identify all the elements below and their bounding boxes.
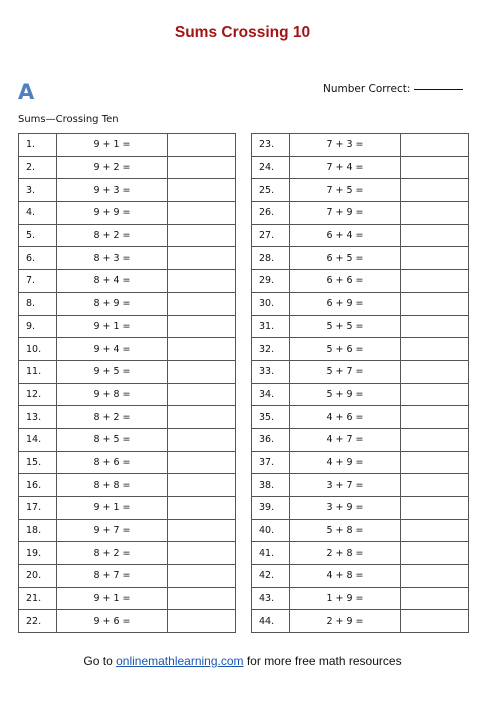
problem-row bbox=[19, 565, 236, 588]
answer-cell[interactable] bbox=[168, 610, 236, 633]
problem-number: 25. bbox=[252, 179, 290, 202]
problem-expression: 3 + 9 = bbox=[290, 497, 401, 520]
problem-expression: 7 + 9 = bbox=[290, 202, 401, 225]
problem-row bbox=[252, 519, 469, 542]
problem-number: 29. bbox=[252, 270, 290, 293]
problem-expression: 9 + 4 = bbox=[57, 338, 168, 361]
problem-number: 39. bbox=[252, 497, 290, 520]
answer-cell[interactable] bbox=[168, 542, 236, 565]
problem-row bbox=[252, 587, 469, 610]
footer bbox=[0, 654, 485, 668]
problem-expression: 8 + 4 = bbox=[57, 270, 168, 293]
answer-cell[interactable] bbox=[401, 383, 469, 406]
problem-number: 43. bbox=[252, 587, 290, 610]
problem-row bbox=[252, 156, 469, 179]
answer-cell[interactable] bbox=[401, 134, 469, 157]
problem-expression: 5 + 5 = bbox=[290, 315, 401, 338]
problem-number: 28. bbox=[252, 247, 290, 270]
answer-cell[interactable] bbox=[401, 474, 469, 497]
problem-row bbox=[19, 134, 236, 157]
problem-expression: 5 + 9 = bbox=[290, 383, 401, 406]
answer-cell[interactable] bbox=[168, 179, 236, 202]
problem-number: 37. bbox=[252, 451, 290, 474]
problem-number: 32. bbox=[252, 338, 290, 361]
problem-expression: 9 + 1 = bbox=[57, 315, 168, 338]
problem-expression: 7 + 3 = bbox=[290, 134, 401, 157]
problem-number: 33. bbox=[252, 360, 290, 383]
answer-cell[interactable] bbox=[168, 134, 236, 157]
problem-expression: 6 + 4 = bbox=[290, 224, 401, 247]
problem-number: 27. bbox=[252, 224, 290, 247]
problem-row bbox=[252, 610, 469, 633]
answer-cell[interactable] bbox=[401, 497, 469, 520]
problem-number: 23. bbox=[252, 134, 290, 157]
answer-cell[interactable] bbox=[401, 179, 469, 202]
problem-row bbox=[252, 451, 469, 474]
problem-expression: 9 + 2 = bbox=[57, 156, 168, 179]
answer-cell[interactable] bbox=[168, 315, 236, 338]
answer-cell[interactable] bbox=[401, 338, 469, 361]
problem-number: 16. bbox=[19, 474, 57, 497]
problem-expression: 9 + 3 = bbox=[57, 179, 168, 202]
problem-number: 34. bbox=[252, 383, 290, 406]
answer-cell[interactable] bbox=[168, 156, 236, 179]
problem-number: 15. bbox=[19, 451, 57, 474]
problem-number: 22. bbox=[19, 610, 57, 633]
problem-table-right bbox=[251, 133, 469, 633]
problem-expression: 5 + 7 = bbox=[290, 360, 401, 383]
answer-cell[interactable] bbox=[401, 270, 469, 293]
problem-expression: 1 + 9 = bbox=[290, 587, 401, 610]
problem-expression: 8 + 3 = bbox=[57, 247, 168, 270]
problem-expression: 9 + 1 = bbox=[57, 134, 168, 157]
answer-cell[interactable] bbox=[401, 292, 469, 315]
problem-number: 42. bbox=[252, 565, 290, 588]
problem-row bbox=[252, 134, 469, 157]
problem-row bbox=[19, 610, 236, 633]
problem-row bbox=[252, 338, 469, 361]
footer-prefix: Go to bbox=[83, 654, 117, 668]
problem-expression: 3 + 7 = bbox=[290, 474, 401, 497]
problem-expression: 9 + 9 = bbox=[57, 202, 168, 225]
answer-cell[interactable] bbox=[168, 383, 236, 406]
problem-expression: 9 + 8 = bbox=[57, 383, 168, 406]
problem-number: 36. bbox=[252, 428, 290, 451]
answer-cell[interactable] bbox=[401, 224, 469, 247]
problem-expression: 8 + 2 = bbox=[57, 406, 168, 429]
answer-cell[interactable] bbox=[401, 542, 469, 565]
problem-expression: 6 + 5 = bbox=[290, 247, 401, 270]
problem-number: 8. bbox=[19, 292, 57, 315]
problem-row bbox=[19, 519, 236, 542]
answer-cell[interactable] bbox=[168, 406, 236, 429]
problem-expression: 8 + 9 = bbox=[57, 292, 168, 315]
answer-cell[interactable] bbox=[168, 519, 236, 542]
problem-number: 5. bbox=[19, 224, 57, 247]
problem-row bbox=[19, 451, 236, 474]
problem-expression: 7 + 5 = bbox=[290, 179, 401, 202]
problem-row bbox=[19, 542, 236, 565]
problem-number: 11. bbox=[19, 360, 57, 383]
answer-cell[interactable] bbox=[168, 247, 236, 270]
problem-row bbox=[252, 179, 469, 202]
problem-expression: 4 + 6 = bbox=[290, 406, 401, 429]
problem-expression: 4 + 8 = bbox=[290, 565, 401, 588]
problem-number: 40. bbox=[252, 519, 290, 542]
answer-cell[interactable] bbox=[168, 497, 236, 520]
problem-row bbox=[252, 474, 469, 497]
problem-number: 14. bbox=[19, 428, 57, 451]
problem-expression: 6 + 6 = bbox=[290, 270, 401, 293]
problem-expression: 9 + 6 = bbox=[57, 610, 168, 633]
answer-cell[interactable] bbox=[401, 587, 469, 610]
answer-cell[interactable] bbox=[168, 451, 236, 474]
problem-expression: 9 + 5 = bbox=[57, 360, 168, 383]
problem-row bbox=[19, 179, 236, 202]
problem-expression: 7 + 4 = bbox=[290, 156, 401, 179]
problem-row bbox=[252, 270, 469, 293]
problem-expression: 9 + 1 = bbox=[57, 497, 168, 520]
problem-number: 12. bbox=[19, 383, 57, 406]
answer-cell[interactable] bbox=[168, 474, 236, 497]
footer-link[interactable]: onlinemathlearning.com bbox=[116, 654, 244, 668]
problem-number: 3. bbox=[19, 179, 57, 202]
problem-row bbox=[252, 292, 469, 315]
problem-expression: 5 + 6 = bbox=[290, 338, 401, 361]
problem-row bbox=[19, 428, 236, 451]
problem-number: 1. bbox=[19, 134, 57, 157]
problem-number: 4. bbox=[19, 202, 57, 225]
problem-row bbox=[252, 542, 469, 565]
problem-expression: 2 + 9 = bbox=[290, 610, 401, 633]
problem-expression: 8 + 5 = bbox=[57, 428, 168, 451]
problem-number: 17. bbox=[19, 497, 57, 520]
answer-cell[interactable] bbox=[401, 156, 469, 179]
problem-expression: 4 + 7 = bbox=[290, 428, 401, 451]
answer-cell[interactable] bbox=[168, 224, 236, 247]
problem-row bbox=[19, 292, 236, 315]
problem-expression: 8 + 2 = bbox=[57, 542, 168, 565]
problem-number: 31. bbox=[252, 315, 290, 338]
problem-row bbox=[252, 565, 469, 588]
answer-cell[interactable] bbox=[168, 202, 236, 225]
problem-number: 35. bbox=[252, 406, 290, 429]
problem-row bbox=[252, 224, 469, 247]
answer-cell[interactable] bbox=[168, 338, 236, 361]
problem-number: 30. bbox=[252, 292, 290, 315]
problem-expression: 9 + 1 = bbox=[57, 587, 168, 610]
problem-row bbox=[252, 383, 469, 406]
problem-number: 13. bbox=[19, 406, 57, 429]
problem-row bbox=[19, 315, 236, 338]
problem-table-left bbox=[18, 133, 236, 633]
answer-cell[interactable] bbox=[401, 565, 469, 588]
page-title: Sums Crossing 10 bbox=[174, 24, 311, 41]
problem-number: 2. bbox=[19, 156, 57, 179]
worksheet-letter: A bbox=[18, 80, 35, 104]
problem-row bbox=[19, 587, 236, 610]
answer-cell[interactable] bbox=[401, 202, 469, 225]
problem-number: 10. bbox=[19, 338, 57, 361]
number-correct-label: Number Correct: bbox=[323, 83, 411, 95]
problem-expression: 8 + 6 = bbox=[57, 451, 168, 474]
problem-row bbox=[252, 428, 469, 451]
worksheet-subtitle: Sums—Crossing Ten bbox=[18, 114, 119, 125]
problem-expression: 2 + 8 = bbox=[290, 542, 401, 565]
problem-number: 6. bbox=[19, 247, 57, 270]
answer-cell[interactable] bbox=[401, 451, 469, 474]
problem-number: 26. bbox=[252, 202, 290, 225]
problem-row bbox=[19, 360, 236, 383]
problem-expression: 8 + 2 = bbox=[57, 224, 168, 247]
problem-number: 7. bbox=[19, 270, 57, 293]
answer-cell[interactable] bbox=[168, 270, 236, 293]
problem-expression: 9 + 7 = bbox=[57, 519, 168, 542]
problem-expression: 8 + 7 = bbox=[57, 565, 168, 588]
problem-row bbox=[252, 202, 469, 225]
problem-number: 9. bbox=[19, 315, 57, 338]
problem-number: 44. bbox=[252, 610, 290, 633]
problem-number: 20. bbox=[19, 565, 57, 588]
problem-expression: 8 + 8 = bbox=[57, 474, 168, 497]
number-correct-blank bbox=[414, 89, 463, 90]
problem-number: 24. bbox=[252, 156, 290, 179]
problem-row bbox=[19, 497, 236, 520]
problem-number: 41. bbox=[252, 542, 290, 565]
problem-row bbox=[19, 270, 236, 293]
problem-row bbox=[19, 156, 236, 179]
answer-cell[interactable] bbox=[401, 406, 469, 429]
problem-row bbox=[252, 497, 469, 520]
problem-row bbox=[19, 338, 236, 361]
answer-cell[interactable] bbox=[168, 565, 236, 588]
answer-cell[interactable] bbox=[401, 428, 469, 451]
problem-expression: 4 + 9 = bbox=[290, 451, 401, 474]
answer-cell[interactable] bbox=[401, 610, 469, 633]
problem-row bbox=[252, 360, 469, 383]
problem-row bbox=[19, 224, 236, 247]
answer-cell[interactable] bbox=[401, 360, 469, 383]
footer-suffix: for more free math resources bbox=[243, 654, 402, 668]
problem-number: 38. bbox=[252, 474, 290, 497]
answer-cell[interactable] bbox=[401, 315, 469, 338]
answer-cell[interactable] bbox=[168, 428, 236, 451]
problem-row bbox=[19, 247, 236, 270]
problem-number: 21. bbox=[19, 587, 57, 610]
problem-number: 18. bbox=[19, 519, 57, 542]
problem-row bbox=[252, 406, 469, 429]
problem-expression: 6 + 9 = bbox=[290, 292, 401, 315]
answer-cell[interactable] bbox=[168, 587, 236, 610]
answer-cell[interactable] bbox=[168, 292, 236, 315]
problem-number: 19. bbox=[19, 542, 57, 565]
problem-row bbox=[19, 474, 236, 497]
number-correct bbox=[323, 83, 463, 95]
answer-cell[interactable] bbox=[168, 360, 236, 383]
answer-cell[interactable] bbox=[401, 247, 469, 270]
problem-row bbox=[19, 383, 236, 406]
problem-row bbox=[19, 406, 236, 429]
problem-row bbox=[252, 315, 469, 338]
problem-row bbox=[19, 202, 236, 225]
problem-expression: 5 + 8 = bbox=[290, 519, 401, 542]
problem-row bbox=[252, 247, 469, 270]
answer-cell[interactable] bbox=[401, 519, 469, 542]
